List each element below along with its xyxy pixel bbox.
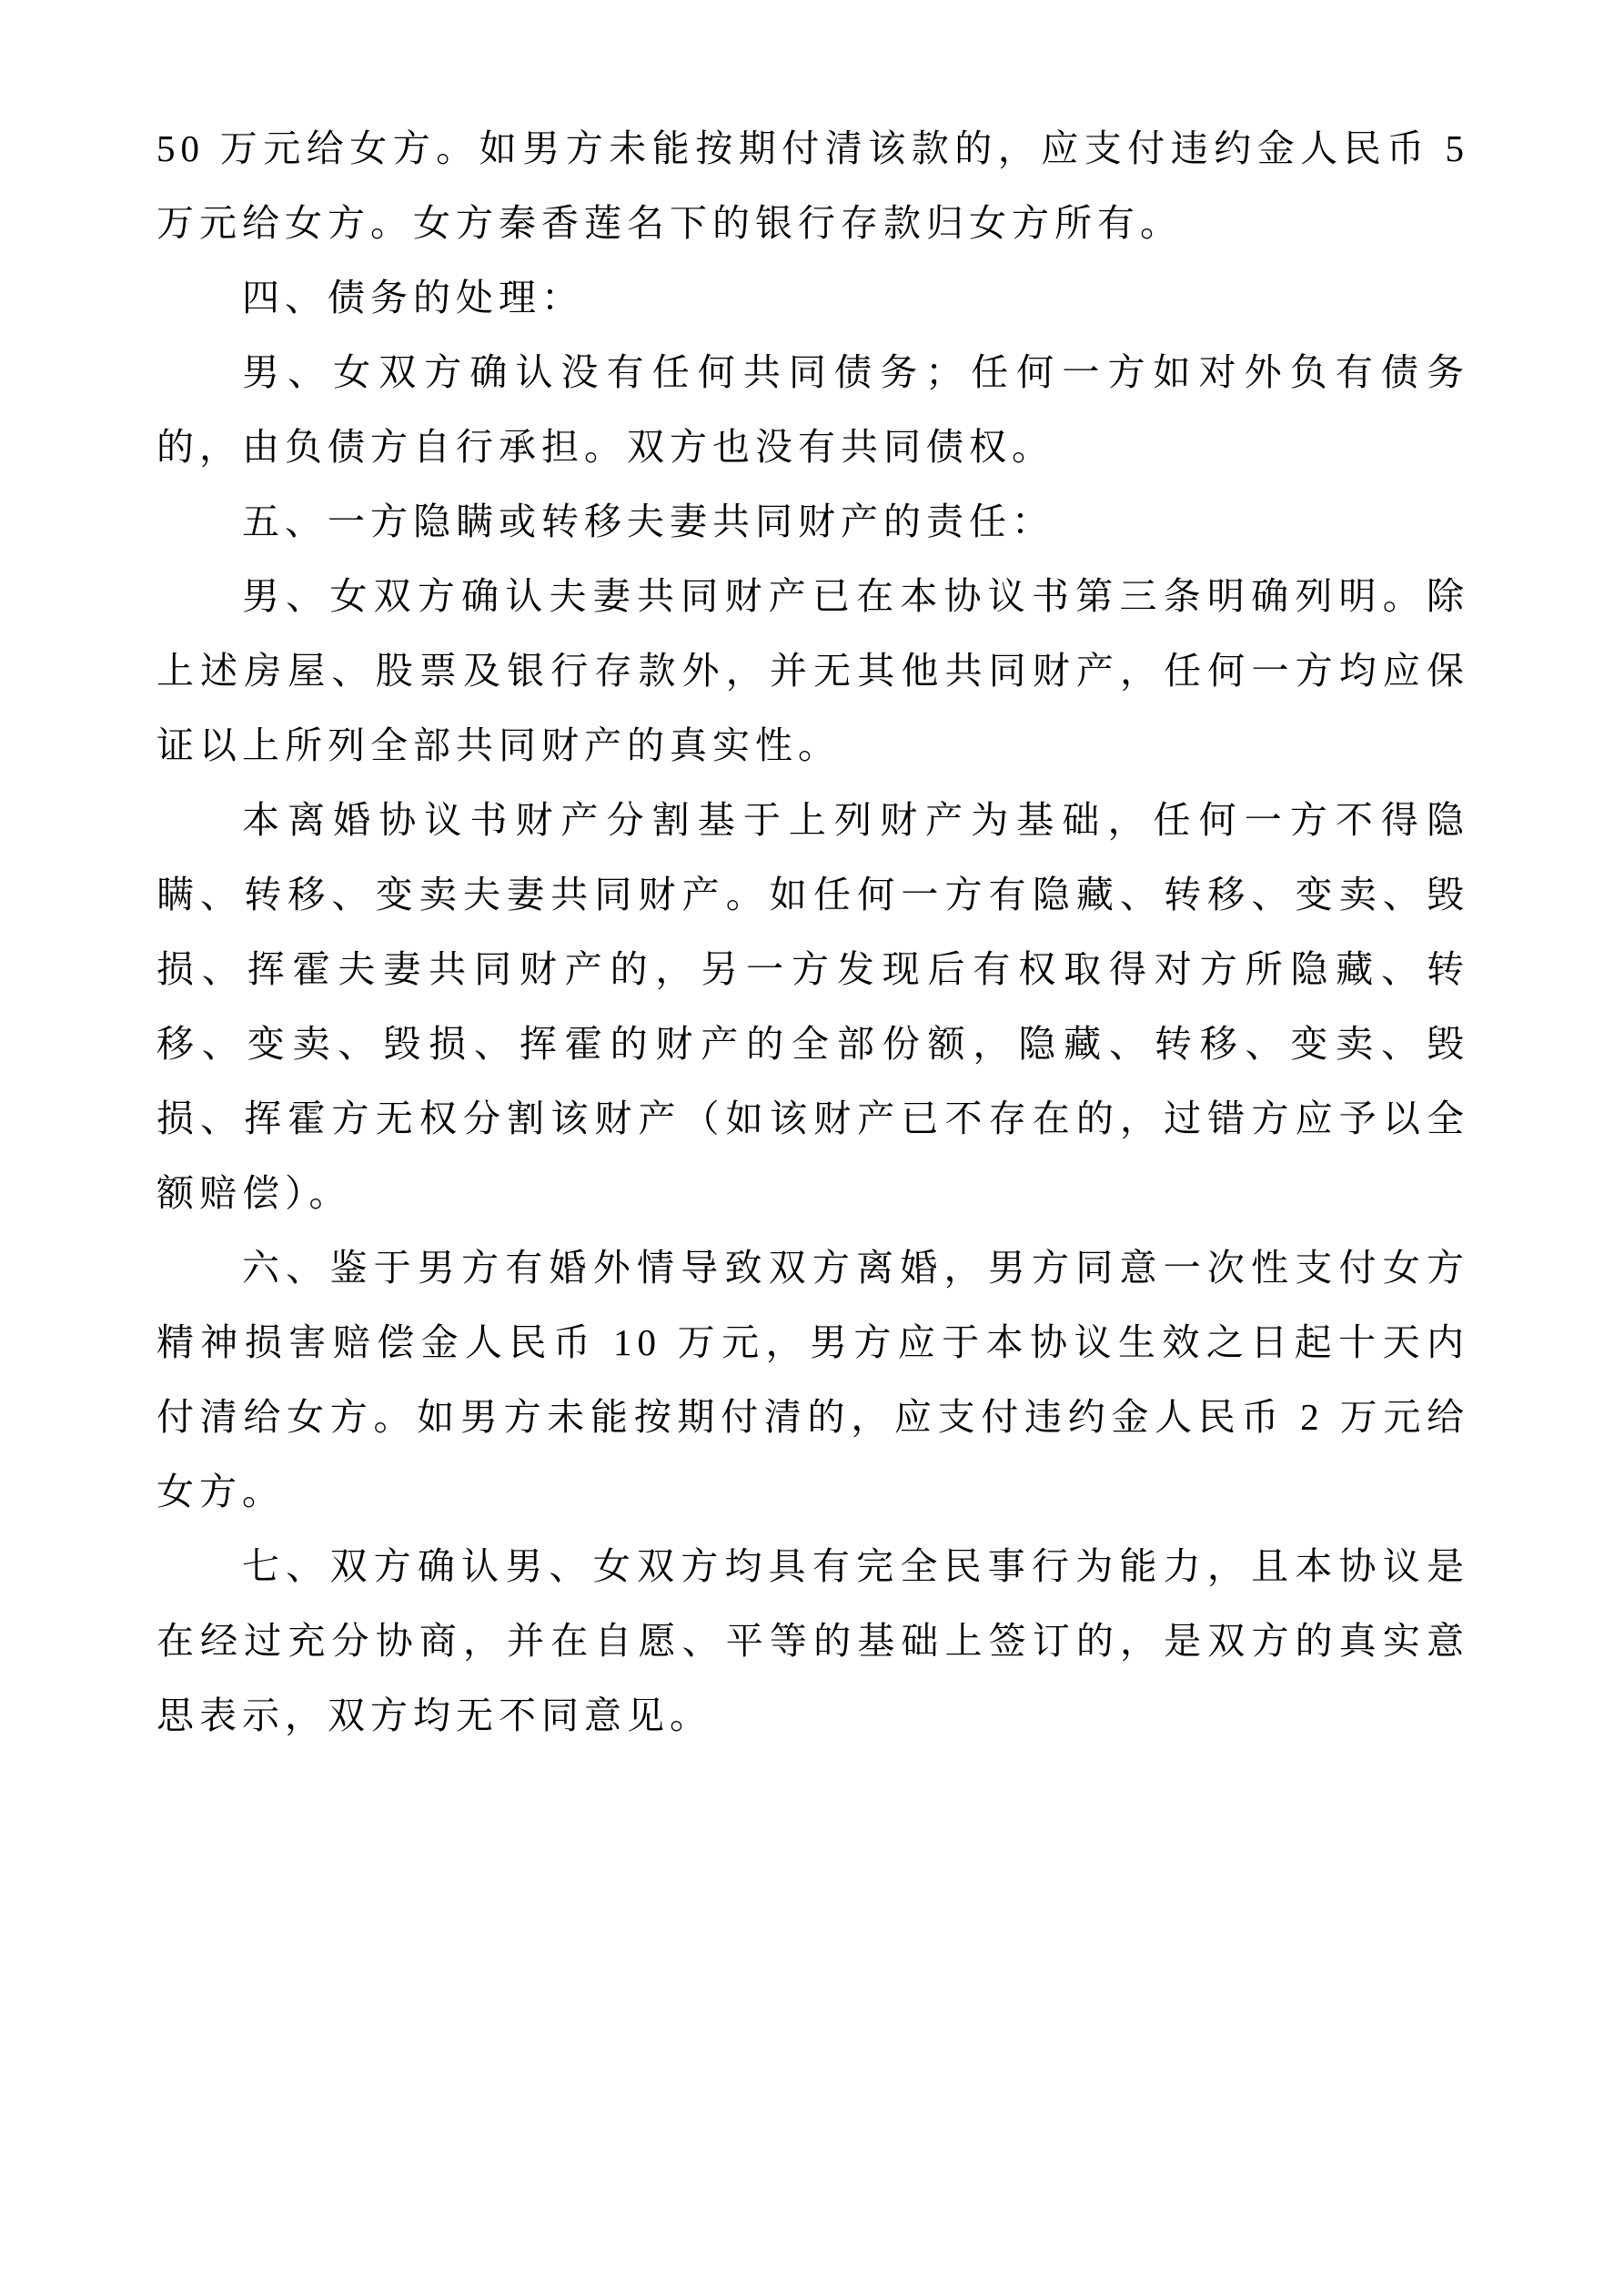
paragraph-section-5-body-2: 本离婚协议书财产分割基于上列财产为基础，任何一方不得隐瞒、转移、变卖夫妻共同财产。如任何一方有隐藏、转移、变卖、毁损、挥霍夫妻共同财产的，另一方发现后有权取得对方所隐藏、转移、变卖、毁损、挥霍的财产的全部份额，隐藏、转移、变卖、毁损、挥霍方无权分割该财产（如该财产已不存在的，过错方应予以全额赔偿）。 (156, 799, 1469, 1214)
document-body (156, 111, 1469, 1753)
paragraph-section-5-body-1: 男、女双方确认夫妻共同财产已在本协议书第三条明确列明。除上述房屋、股票及银行存款外，并无其他共同财产，任何一方均应保证以上所列全部共同财产的真实性。 (156, 575, 1469, 766)
heading-section-5-hidden-assets: 五、一方隐瞒或转移夫妻共同财产的责任： (242, 501, 1054, 542)
paragraph-section-4-body: 男、女双方确认没有任何共同债务；任何一方如对外负有债务的，由负债方自行承担。双方也没有共同债权。 (156, 351, 1469, 468)
heading-section-4-debts: 四、债务的处理： (242, 277, 584, 319)
paragraph-property-payment-continuation: 50 万元给女方。如男方未能按期付清该款的，应支付违约金人民币 5 万元给女方。女方秦香莲名下的银行存款归女方所有。 (156, 127, 1469, 244)
paragraph-section-7-capacity: 七、双方确认男、女双方均具有完全民事行为能力，且本协议是在经过充分协商，并在自愿、平等的基础上签订的，是双方的真实意思表示，双方均无不同意见。 (156, 1545, 1469, 1736)
paragraph-section-6-compensation: 六、鉴于男方有婚外情导致双方离婚，男方同意一次性支付女方精神损害赔偿金人民币 10 万元，男方应于本协议生效之日起十天内付清给女方。如男方未能按期付清的，应支付违约金人民币 2 万元给女方。 (156, 1247, 1469, 1512)
